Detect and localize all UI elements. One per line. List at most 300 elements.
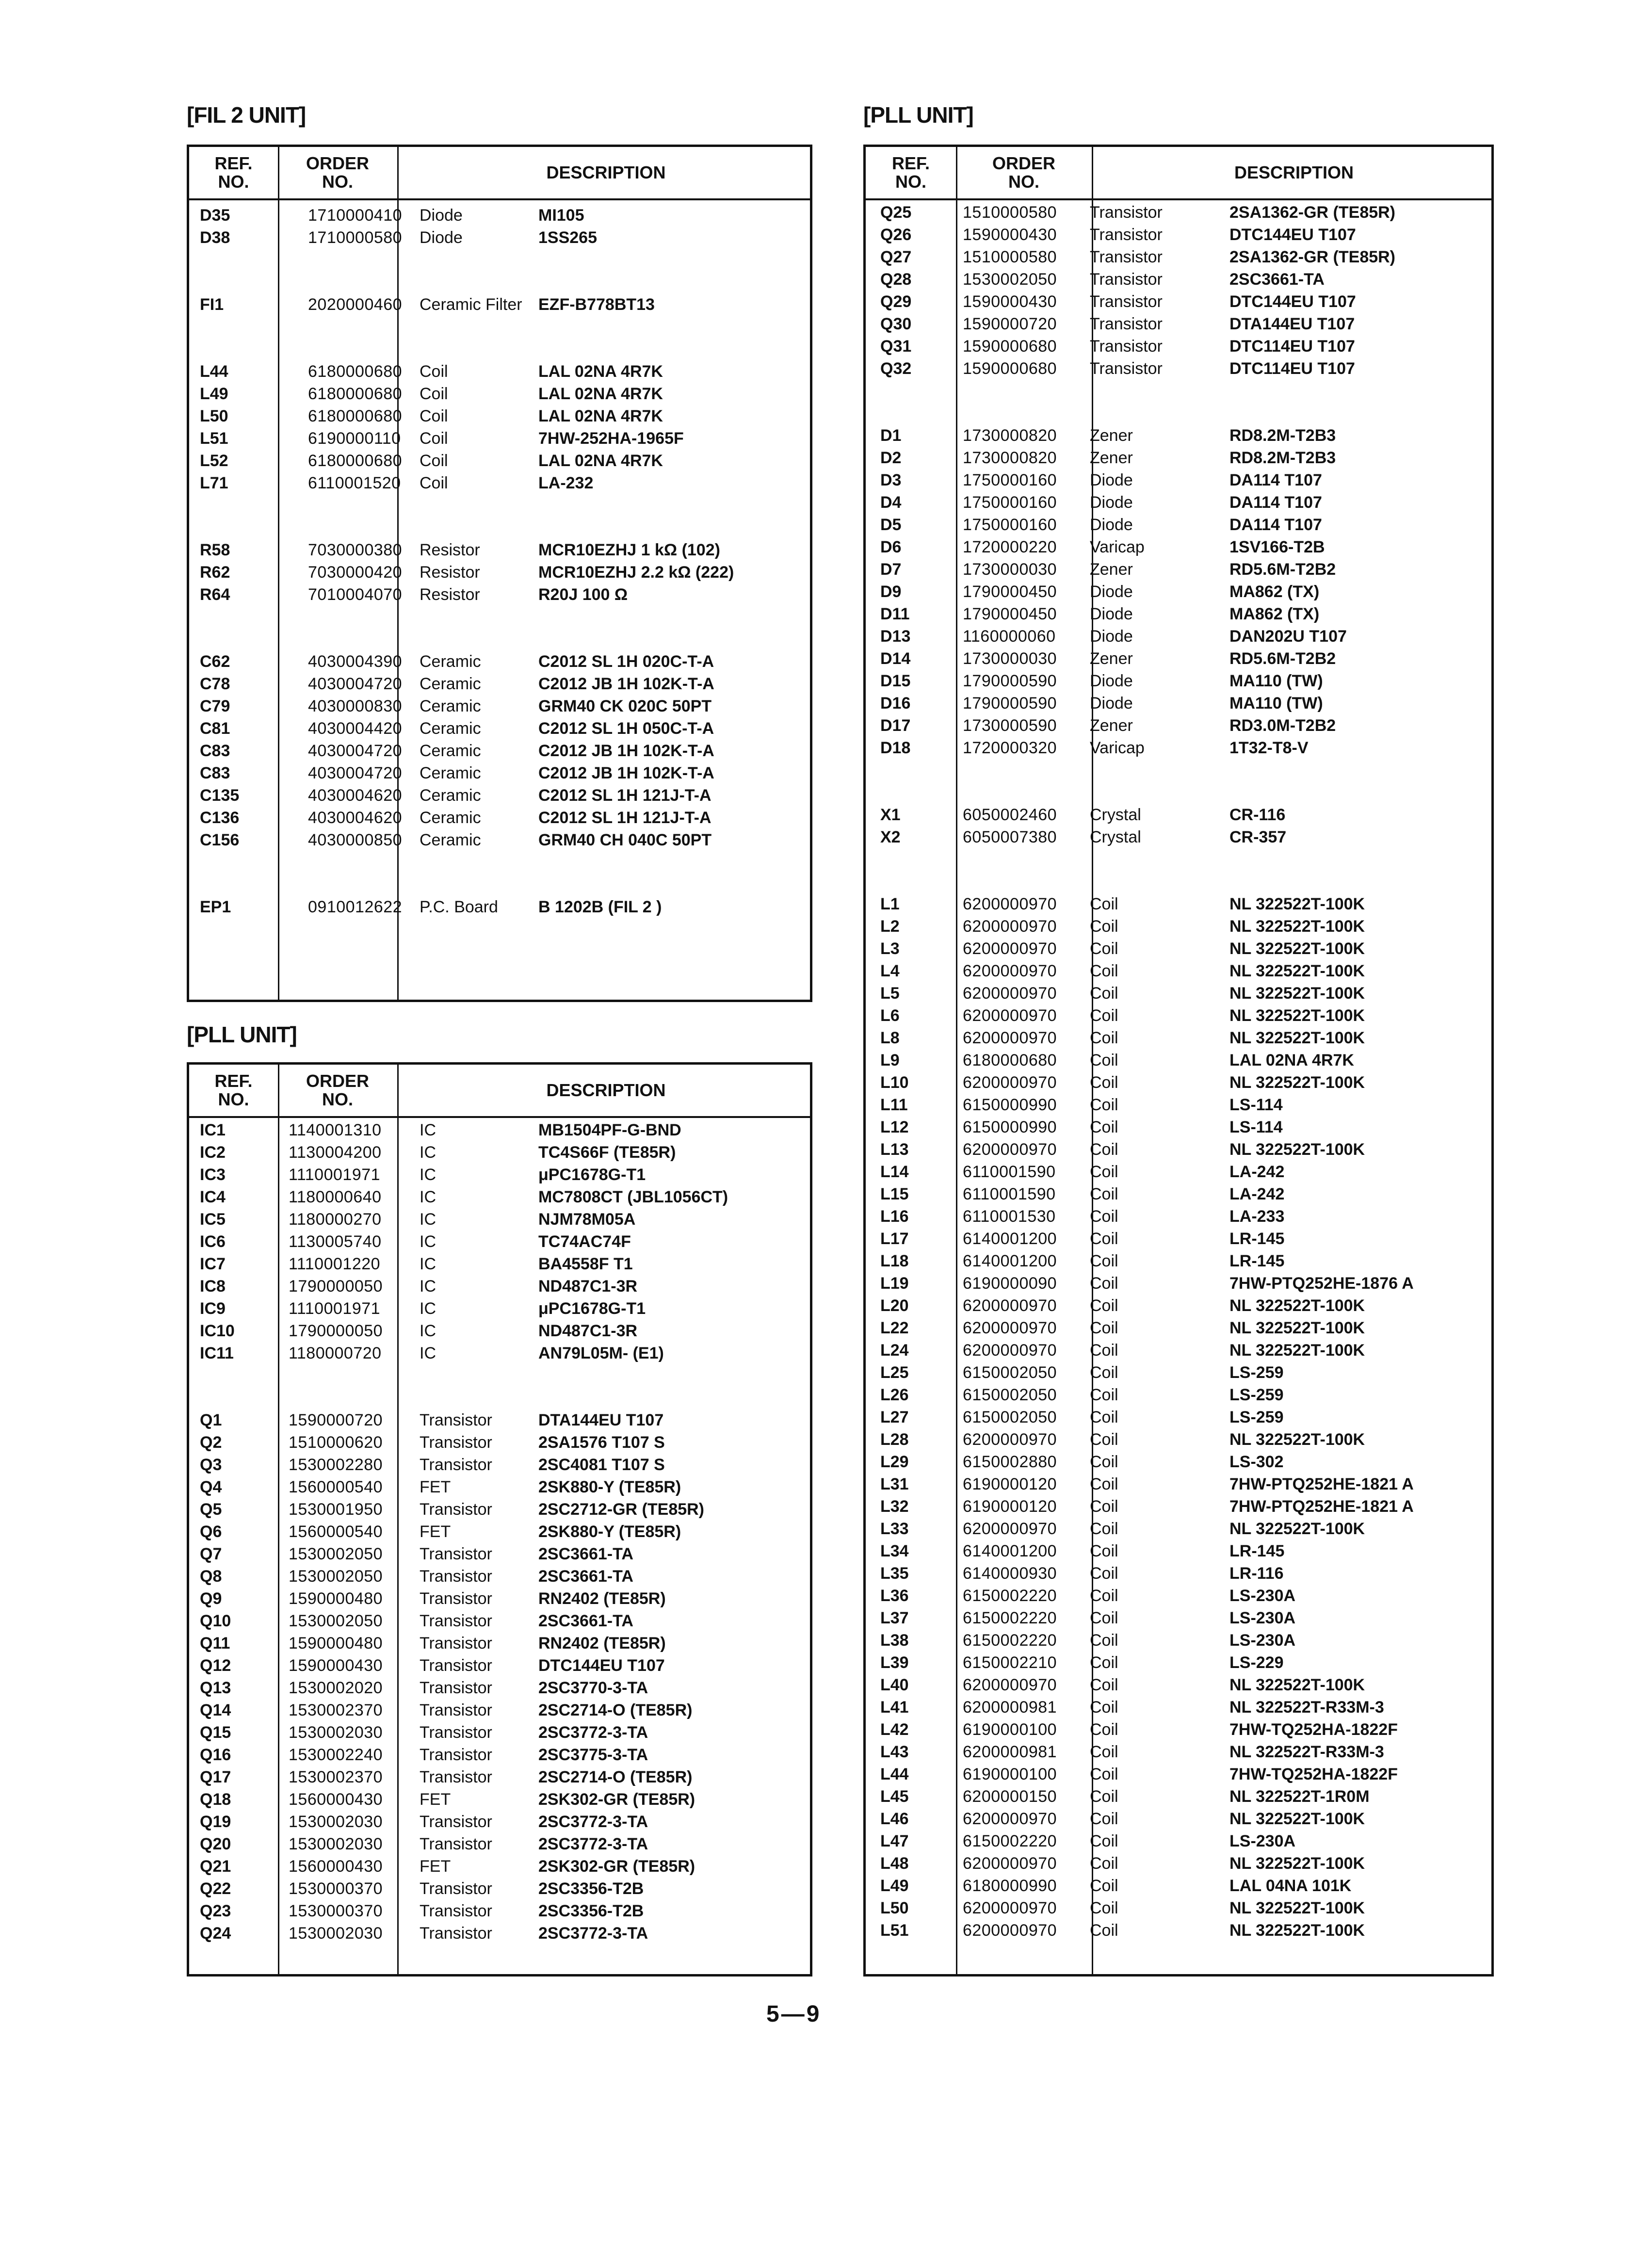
table-row — [866, 1205, 1491, 1228]
order-no-cell: 6150002050 — [963, 1386, 1057, 1404]
description-cell: FET — [420, 1523, 451, 1541]
description-cell: Coil — [1090, 1051, 1118, 1069]
order-no-cell: 6110001590 — [963, 1185, 1056, 1203]
part-number-cell: LAL 02NA 4R7K — [538, 385, 663, 403]
table-row — [189, 874, 810, 896]
ref-no-cell: IC4 — [200, 1188, 226, 1206]
order-no-cell: 1790000590 — [963, 694, 1057, 713]
description-cell: Coil — [1090, 1230, 1118, 1248]
order-no-cell: 1530000370 — [289, 1879, 383, 1898]
table-row — [866, 603, 1491, 625]
table-row — [189, 717, 810, 740]
description-cell: Coil — [1090, 1899, 1118, 1917]
order-no-cell: 6180000680 — [308, 362, 403, 381]
order-no-cell: 6150002880 — [963, 1453, 1057, 1471]
order-no-cell: 7030000380 — [308, 541, 403, 559]
order-no-cell: 1530002030 — [289, 1813, 383, 1831]
ref-no-cell: L25 — [880, 1363, 909, 1382]
part-number-cell: MC7808CT (JBL1056CT) — [538, 1188, 728, 1206]
table-row — [189, 1387, 810, 1409]
table-row — [866, 1049, 1491, 1071]
order-no-cell: 1730000590 — [963, 716, 1057, 735]
description-cell: Transistor — [420, 1656, 492, 1675]
order-no-cell: 7030000420 — [308, 563, 403, 582]
order-no-cell: 1530002280 — [289, 1456, 383, 1474]
order-no-cell: 6200000970 — [963, 1006, 1057, 1025]
ref-no-cell: R62 — [200, 563, 230, 582]
part-number-cell: NL 322522T-100K — [1229, 1140, 1365, 1159]
description-cell: Ceramic — [420, 719, 481, 738]
part-number-cell: C2012 SL 1H 050C-T-A — [538, 719, 714, 738]
order-no-cell: 6200000981 — [963, 1743, 1057, 1761]
table-row — [189, 695, 810, 717]
ref-no-cell: Q3 — [200, 1456, 222, 1474]
part-number-cell: MA110 (TW) — [1229, 672, 1323, 690]
ref-no-cell: L32 — [880, 1497, 909, 1516]
order-no-cell: 1530002050 — [289, 1612, 383, 1630]
part-number-cell: RN2402 (TE85R) — [538, 1634, 666, 1652]
description-cell: Varicap — [1090, 538, 1145, 556]
description-cell: Coil — [1090, 1698, 1118, 1717]
order-no-cell: 6200000970 — [963, 1921, 1057, 1940]
order-no-cell: 6150000990 — [963, 1096, 1057, 1114]
table-row — [866, 1629, 1491, 1652]
table-row — [866, 826, 1491, 848]
table-row — [866, 291, 1491, 313]
part-number-cell: LS-230A — [1229, 1832, 1296, 1850]
part-number-cell: C2012 SL 1H 020C-T-A — [538, 652, 714, 671]
part-number-cell: 2SC3772-3-TA — [538, 1835, 648, 1853]
table-row — [189, 561, 810, 583]
table-row — [866, 871, 1491, 893]
part-number-cell: LA-233 — [1229, 1207, 1285, 1226]
part-number-cell: DTA144EU T107 — [1229, 315, 1355, 333]
description-cell: Transistor — [1090, 270, 1163, 289]
order-no-cell: 6200000970 — [963, 1520, 1057, 1538]
description-cell: Coil — [1090, 1453, 1118, 1471]
description-cell: Transistor — [1090, 248, 1163, 266]
description-cell: Coil — [420, 362, 448, 381]
description-header: DESCRIPTION — [1234, 162, 1354, 182]
description-cell: Ceramic — [420, 764, 481, 782]
part-number-cell: DTC144EU T107 — [1229, 292, 1356, 311]
part-number-cell: LA-242 — [1229, 1163, 1285, 1181]
ref-no-cell: Q13 — [200, 1679, 231, 1697]
ref-no-cell: L24 — [880, 1341, 909, 1360]
table-row — [866, 982, 1491, 1004]
description-cell: IC — [420, 1210, 436, 1229]
description-cell: Coil — [1090, 1319, 1118, 1337]
description-cell: Transistor — [420, 1634, 492, 1652]
description-cell: Transistor — [1090, 226, 1163, 244]
order-no-cell: 1790000050 — [289, 1277, 383, 1296]
order-no-cell: 1590000720 — [289, 1411, 383, 1429]
description-cell: Coil — [420, 474, 448, 492]
table-row — [866, 1562, 1491, 1585]
order-no-cell: 6190000120 — [963, 1475, 1057, 1493]
part-number-cell: μPC1678G-T1 — [538, 1166, 646, 1184]
part-number-cell: C2012 JB 1H 102K-T-A — [538, 675, 714, 693]
table-row — [189, 1119, 810, 1141]
part-number-cell: 2SC2714-O (TE85R) — [538, 1701, 693, 1719]
table-row — [189, 1766, 810, 1788]
table-row — [189, 405, 810, 427]
ref-no-cell: L51 — [880, 1921, 909, 1940]
table-row — [189, 1744, 810, 1766]
order-no-cell: 1790000450 — [963, 583, 1057, 601]
order-no-cell: 1140001310 — [289, 1121, 382, 1139]
ref-no-cell: IC10 — [200, 1322, 235, 1340]
part-number-cell: ND487C1-3R — [538, 1277, 638, 1296]
ref-no-cell: L50 — [200, 407, 228, 425]
description-cell: Coil — [1090, 1854, 1118, 1873]
ref-no-cell: Q7 — [200, 1545, 222, 1563]
ref-no-cell: L42 — [880, 1720, 909, 1739]
order-no-cell: 1710000580 — [308, 228, 403, 247]
table-row — [189, 762, 810, 784]
table-row — [866, 357, 1491, 380]
description-cell: IC — [420, 1277, 436, 1296]
part-number-cell: NL 322522T-100K — [1229, 1430, 1365, 1449]
ref-no-cell: L35 — [880, 1564, 909, 1583]
table-row — [866, 938, 1491, 960]
table-row — [866, 1384, 1491, 1406]
table-row — [866, 1317, 1491, 1339]
order-no-cell: 6140001200 — [963, 1542, 1057, 1560]
part-number-cell: NL 322522T-100K — [1229, 1676, 1365, 1694]
part-number-cell: NL 322522T-100K — [1229, 1854, 1365, 1873]
ref-no-cell: IC7 — [200, 1255, 226, 1273]
part-number-cell: C2012 JB 1H 102K-T-A — [538, 764, 714, 782]
part-number-cell: DTC144EU T107 — [538, 1656, 665, 1675]
part-number-cell: BA4558F T1 — [538, 1255, 633, 1273]
description-cell: FET — [420, 1478, 451, 1496]
table-row — [866, 1518, 1491, 1540]
ref-no-cell: L47 — [880, 1832, 909, 1850]
part-number-cell: 7HW-PTQ252HE-1821 A — [1229, 1497, 1414, 1516]
description-cell: Ceramic — [420, 697, 481, 715]
description-cell: Crystal — [1090, 828, 1141, 846]
order-no-cell: 1730000820 — [963, 449, 1057, 467]
description-cell: Coil — [1090, 1006, 1118, 1025]
ref-no-cell: Q25 — [880, 203, 912, 222]
table-row — [189, 807, 810, 829]
ref-no-cell: Q9 — [200, 1589, 222, 1608]
order-no-cell: 6050007380 — [963, 828, 1057, 846]
order-no-cell: 1730000030 — [963, 560, 1057, 579]
table-row — [189, 1811, 810, 1833]
part-number-cell: DTC144EU T107 — [1229, 226, 1356, 244]
order-no-cell: 1530001950 — [289, 1500, 383, 1519]
part-number-cell: LS-259 — [1229, 1386, 1284, 1404]
description-cell: Coil — [1090, 1921, 1118, 1940]
part-number-cell: 2SC3775-3-TA — [538, 1746, 648, 1764]
order-no-cell: 1790000050 — [289, 1322, 383, 1340]
ref-no-cell: L11 — [880, 1096, 908, 1114]
part-number-cell: 7HW-252HA-1965F — [538, 429, 684, 448]
description-cell: IC — [420, 1232, 436, 1251]
table-row — [189, 1654, 810, 1677]
table-row — [189, 517, 810, 539]
table-row — [189, 427, 810, 450]
description-cell: Coil — [1090, 1787, 1118, 1806]
description-cell: Coil — [1090, 1341, 1118, 1360]
order-no-cell: 6150002220 — [963, 1587, 1057, 1605]
order-no-cell: 1590000430 — [963, 292, 1057, 311]
part-number-cell: RD5.6M-T2B2 — [1229, 560, 1336, 579]
ref-no-cell: L3 — [880, 940, 900, 958]
table-row — [866, 1004, 1491, 1027]
part-number-cell: 7HW-TQ252HA-1822F — [1229, 1720, 1398, 1739]
table-row — [189, 293, 810, 316]
description-cell: Transistor — [420, 1456, 492, 1474]
ref-no-cell: IC6 — [200, 1232, 226, 1251]
part-number-cell: 7HW-PTQ252HE-1876 A — [1229, 1274, 1414, 1293]
ref-no-cell: Q29 — [880, 292, 912, 311]
ref-no-cell: Q1 — [200, 1411, 222, 1429]
table-row — [866, 402, 1491, 424]
order-no-cell: 6180000990 — [963, 1877, 1057, 1895]
part-number-cell: MI105 — [538, 206, 584, 225]
table-row — [866, 1830, 1491, 1852]
order-no-cell: 1590000480 — [289, 1589, 383, 1608]
description-cell: Zener — [1090, 560, 1133, 579]
order-no-cell: 6200000970 — [963, 984, 1057, 1003]
description-cell: Coil — [1090, 1587, 1118, 1605]
description-cell: Zener — [1090, 426, 1133, 445]
ref-no-cell: L6 — [880, 1006, 900, 1025]
part-number-cell: MA862 (TX) — [1229, 605, 1320, 623]
table-row — [866, 1428, 1491, 1451]
order-no-cell: 1130004200 — [289, 1143, 382, 1162]
description-cell: Coil — [1090, 1430, 1118, 1449]
part-number-cell: DAN202U T107 — [1229, 627, 1347, 646]
ref-no-cell: IC2 — [200, 1143, 226, 1162]
table-row — [189, 1498, 810, 1521]
page-number: 5—9 — [766, 2001, 822, 2027]
table-row — [866, 380, 1491, 402]
order-no-cell: 1750000160 — [963, 516, 1057, 534]
part-number-cell: NL 322522T-100K — [1229, 1810, 1365, 1828]
ref-no-cell: L9 — [880, 1051, 900, 1069]
ref-no-cell: L27 — [880, 1408, 909, 1426]
part-number-cell: NL 322522T-100K — [1229, 962, 1365, 980]
ref-no-cell: L4 — [880, 962, 900, 980]
pll-left-parts-table — [187, 1062, 812, 1976]
part-number-cell: LS-230A — [1229, 1631, 1296, 1650]
ref-no-cell: D16 — [880, 694, 911, 713]
ref-no-cell: Q21 — [200, 1857, 231, 1876]
table-row — [866, 1741, 1491, 1763]
ref-no-cell: C81 — [200, 719, 230, 738]
ref-no-cell: L51 — [200, 429, 228, 448]
table-row — [866, 1607, 1491, 1629]
ref-no-cell: Q2 — [200, 1433, 222, 1452]
order-no-cell: 7010004070 — [308, 585, 403, 604]
table-row — [866, 1808, 1491, 1830]
ref-no-cell: Q32 — [880, 359, 912, 378]
table-row — [189, 1231, 810, 1253]
order-no-cell: 4030004620 — [308, 786, 403, 805]
part-number-cell: LAL 02NA 4R7K — [538, 452, 663, 470]
order-no-cell: 6200000970 — [963, 1430, 1057, 1449]
description-cell: Zener — [1090, 449, 1133, 467]
table-row — [866, 1228, 1491, 1250]
part-number-cell: NL 322522T-100K — [1229, 895, 1365, 913]
pll-right-parts-table — [863, 145, 1494, 1976]
part-number-cell: LAL 04NA 101K — [1229, 1877, 1352, 1895]
order-no-cell: 6180000680 — [308, 407, 403, 425]
ref-no-cell: L49 — [880, 1877, 909, 1895]
part-number-cell: LS-114 — [1229, 1118, 1283, 1136]
order-no-cell: 6200000970 — [963, 1810, 1057, 1828]
order-no-cell: 1750000160 — [963, 471, 1057, 489]
part-number-cell: NL 322522T-1R0M — [1229, 1787, 1370, 1806]
table-row — [189, 1677, 810, 1699]
order-no-cell: 1510000580 — [963, 248, 1057, 266]
ref-no-cell: D15 — [880, 672, 911, 690]
table-row — [189, 316, 810, 338]
table-row — [866, 1540, 1491, 1562]
part-number-cell: 2SC2714-O (TE85R) — [538, 1768, 693, 1786]
part-number-cell: 2SK880-Y (TE85R) — [538, 1523, 681, 1541]
table-row — [866, 491, 1491, 514]
ref-no-cell: Q24 — [200, 1924, 231, 1943]
part-number-cell: LS-229 — [1229, 1653, 1284, 1672]
description-cell: Diode — [1090, 605, 1133, 623]
order-no-cell: 1590000680 — [963, 337, 1057, 356]
description-cell: Coil — [1090, 1564, 1118, 1583]
order-no-cell: 4030000830 — [308, 697, 403, 715]
ref-no-cell: C78 — [200, 675, 230, 693]
table-row — [866, 224, 1491, 246]
order-no-cell: 1530002050 — [963, 270, 1057, 289]
description-header: DESCRIPTION — [546, 1080, 666, 1100]
ref-no-cell: Q17 — [200, 1768, 231, 1786]
part-number-cell: CR-357 — [1229, 828, 1287, 846]
ref-no-cell: D5 — [880, 516, 902, 534]
order-no-cell: 1590000720 — [963, 315, 1057, 333]
description-cell: Ceramic — [420, 809, 481, 827]
description-cell: Coil — [1090, 1274, 1118, 1293]
table-row — [189, 271, 810, 293]
part-number-cell: NJM78M05A — [538, 1210, 636, 1229]
order-no-cell: 6180000680 — [308, 452, 403, 470]
table-row — [189, 606, 810, 628]
description-cell: Coil — [1090, 984, 1118, 1003]
order-no-cell: 1720000320 — [963, 739, 1057, 757]
part-number-cell: RD3.0M-T2B2 — [1229, 716, 1336, 735]
table-row — [866, 313, 1491, 335]
part-number-cell: DTA144EU T107 — [538, 1411, 664, 1429]
ref-no-cell: L5 — [880, 984, 900, 1003]
part-number-cell: 7HW-TQ252HA-1822F — [1229, 1765, 1398, 1783]
order-no-cell: 1560000540 — [289, 1478, 383, 1496]
order-no-cell: 1730000030 — [963, 649, 1057, 668]
table-row — [866, 1339, 1491, 1361]
ref-no-cell: L38 — [880, 1631, 909, 1650]
order-no-cell: 1590000480 — [289, 1634, 383, 1652]
order-no-cell: 6180000680 — [308, 385, 403, 403]
table-row — [866, 1585, 1491, 1607]
order-no-cell: 1180000270 — [289, 1210, 382, 1229]
description-cell: Coil — [420, 452, 448, 470]
part-number-cell: NL 322522T-100K — [1229, 940, 1365, 958]
order-no-cell: 1750000160 — [963, 493, 1057, 512]
description-cell: Transistor — [420, 1902, 492, 1920]
table-row — [189, 829, 810, 851]
table-row — [866, 558, 1491, 581]
order-no-cell: 1530002030 — [289, 1835, 383, 1853]
order-no-cell: 1560000430 — [289, 1857, 383, 1876]
description-cell: FET — [420, 1790, 451, 1809]
description-cell: Transistor — [420, 1612, 492, 1630]
description-cell: Coil — [1090, 1475, 1118, 1493]
description-cell: Ceramic — [420, 652, 481, 671]
description-cell: Transistor — [1090, 203, 1163, 222]
ref-no-cell: D11 — [880, 605, 910, 623]
table-row — [866, 246, 1491, 268]
order-no-header: ORDER NO. — [992, 153, 1055, 192]
part-number-cell: LS-259 — [1229, 1363, 1284, 1382]
ref-no-cell: L44 — [880, 1765, 909, 1783]
order-no-cell: 1160000060 — [963, 627, 1056, 646]
ref-no-cell: L33 — [880, 1520, 909, 1538]
ref-no-cell: D4 — [880, 493, 902, 512]
ref-no-cell: L2 — [880, 917, 900, 936]
description-cell: Transistor — [420, 1701, 492, 1719]
table-row — [189, 1297, 810, 1320]
table-row — [866, 447, 1491, 469]
ref-no-cell: Q28 — [880, 270, 912, 289]
ref-no-cell: C135 — [200, 786, 240, 805]
ref-no-cell: L50 — [880, 1899, 909, 1917]
description-cell: Diode — [420, 206, 463, 225]
part-number-cell: NL 322522T-100K — [1229, 1921, 1365, 1940]
description-cell: Diode — [1090, 493, 1133, 512]
part-number-cell: LR-145 — [1229, 1230, 1285, 1248]
description-cell: Coil — [420, 385, 448, 403]
description-cell: Transistor — [420, 1813, 492, 1831]
order-no-cell: 1530002020 — [289, 1679, 383, 1697]
table-row — [866, 1295, 1491, 1317]
part-number-cell: DTC114EU T107 — [1229, 337, 1355, 356]
description-cell: Coil — [1090, 1810, 1118, 1828]
part-number-cell: LR-116 — [1229, 1564, 1284, 1583]
description-cell: Coil — [1090, 1163, 1118, 1181]
ref-no-cell: L37 — [880, 1609, 909, 1627]
ref-no-cell: L31 — [880, 1475, 909, 1493]
order-no-cell: 6150002050 — [963, 1363, 1057, 1382]
order-no-cell: 2020000460 — [308, 295, 403, 314]
part-number-cell: RD8.2M-T2B3 — [1229, 449, 1336, 467]
ref-no-cell: Q14 — [200, 1701, 231, 1719]
fil2-unit-title: [FIL 2 UNIT] — [187, 102, 306, 128]
ref-no-cell: X1 — [880, 806, 901, 824]
order-no-cell: 1710000410 — [308, 206, 403, 225]
order-no-cell: 6200000970 — [963, 1140, 1057, 1159]
ref-no-cell: L45 — [880, 1787, 909, 1806]
table-row — [866, 714, 1491, 737]
description-cell: IC — [420, 1344, 436, 1362]
part-number-cell: LS-259 — [1229, 1408, 1284, 1426]
description-cell: Transistor — [1090, 359, 1163, 378]
ref-no-cell: D9 — [880, 583, 902, 601]
part-number-cell: LS-230A — [1229, 1609, 1296, 1627]
table-row — [189, 472, 810, 494]
description-cell: IC — [420, 1255, 436, 1273]
table-row — [866, 514, 1491, 536]
